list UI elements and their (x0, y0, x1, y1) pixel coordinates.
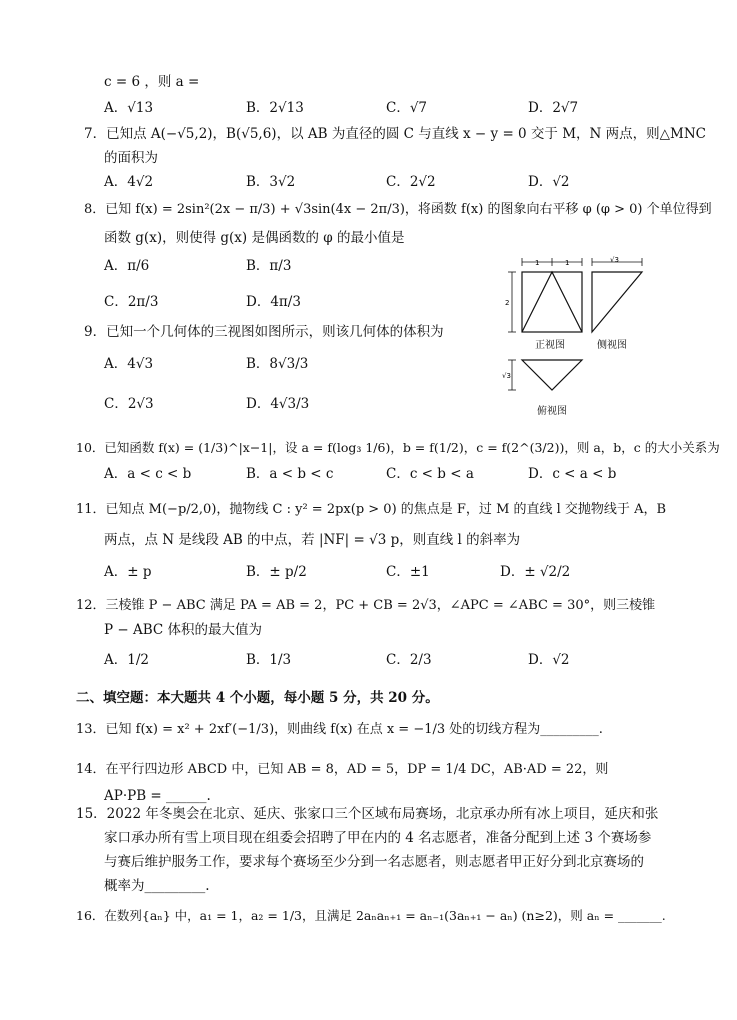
q9-option-c: C．2√3 (104, 396, 154, 412)
q11-option-b: B．± p/2 (246, 564, 307, 580)
q7-option-b: B．3√2 (246, 174, 296, 190)
q6-option-b: B．2√13 (246, 100, 304, 116)
q7-line1: 7．已知点 A(−√5,2)，B(√5,6)，以 AB 为直径的圆 C 与直线 x − y = 0 交于 M，N 两点，则△MNC (84, 126, 707, 142)
q7-line2: 的面积为 (104, 150, 158, 166)
q6-option-a: A．√13 (104, 100, 154, 116)
q14-line2: AP·PB = ______. (104, 788, 211, 804)
q6-option-d: D．2√7 (528, 100, 579, 116)
q12-option-b: B．1/3 (246, 652, 292, 668)
q9-option-b: B．8√3/3 (246, 356, 309, 372)
top-view (522, 360, 582, 390)
q7-option-d: D．√2 (528, 174, 570, 190)
section-2-heading: 二、填空题：本大题共 4 个小题，每小题 5 分，共 20 分。 (76, 690, 439, 706)
dim-h: 2 (505, 299, 510, 307)
caption-top: 俯视图 (537, 406, 567, 417)
q11-line1: 11．已知点 M(−p/2,0)，抛物线 C : y² = 2px(p > 0) 的焦点是 F，过 M 的直线 l 交抛物线于 A，B (76, 502, 667, 517)
q8-option-c: C．2π/3 (104, 294, 159, 310)
q6-option-c: C．√7 (386, 100, 428, 116)
q16-line: 16．在数列{aₙ} 中，a₁ = 1，a₂ = 1/3，且满足 2aₙaₙ₊₁ = aₙ₋₁(3aₙ₊₁ − aₙ) (n≥2)，则 aₙ = _______. (76, 908, 666, 923)
q8-option-b: B．π/3 (246, 258, 292, 274)
q14-line1: 14．在平行四边形 ABCD 中，已知 AB = 8，AD = 5，DP = 1/4 DC，AB·AD = 22，则 (76, 762, 609, 777)
q8-line2: 函数 g(x)，则使得 g(x) 是偶函数的 φ 的最小值是 (104, 230, 405, 246)
caption-front: 正视图 (535, 340, 565, 351)
q8-option-d: D．4π/3 (246, 294, 301, 310)
dim-1b: 1 (565, 259, 570, 267)
q11-option-c: C．±1 (386, 564, 430, 580)
q6-tail-line: c = 6 ，则 a = (104, 74, 200, 90)
q10-option-b: B．a < b < c (246, 466, 334, 482)
front-view (522, 272, 582, 332)
q11-option-d: D．± √2/2 (500, 564, 571, 580)
q9-line1: 9．已知一个几何体的三视图如图所示，则该几何体的体积为 (84, 324, 444, 340)
q7-option-c: C．2√2 (386, 174, 436, 190)
three-view-figure (500, 250, 670, 420)
q11-option-a: A．± p (104, 564, 152, 580)
caption-side: 侧视图 (597, 340, 627, 351)
side-view (592, 272, 642, 332)
q12-line2: P − ABC 体积的最大值为 (104, 622, 263, 638)
dim-side: √3 (610, 256, 619, 264)
q12-option-c: C．2/3 (386, 652, 432, 668)
q12-option-d: D．√2 (528, 652, 570, 668)
q10-option-c: C．c < b < a (386, 466, 474, 482)
q8-option-a: A．π/6 (104, 258, 150, 274)
q12-line1: 12．三棱锥 P − ABC 满足 PA = AB = 2，PC + CB = 2√3，∠APC = ∠ABC = 30°，则三棱锥 (76, 598, 656, 613)
q10-option-a: A．a < c < b (104, 466, 192, 482)
front-view-dimensions (508, 258, 582, 332)
q7-option-a: A．4√2 (104, 174, 154, 190)
q9-option-d: D．4√3/3 (246, 396, 310, 412)
q12-option-a: A．1/2 (104, 652, 149, 668)
dim-top: √3 (502, 372, 511, 380)
q8-line1: 8．已知 f(x) = 2sin²(2x − π/3) + √3sin(4x − 2π/3)，将函数 f(x) 的图象向右平移 φ (φ > 0) 个单位得到 (84, 202, 712, 217)
q15-line2: 家口承办所有雪上项目现在组委会招聘了甲在内的 4 名志愿者，准备分配到上述 3 个赛场参 (104, 830, 652, 846)
q15-line3: 与赛后维护服务工作，要求每个赛场至少分到一名志愿者，则志愿者甲正好分到北京赛场的 (104, 854, 644, 870)
q11-line2: 两点，点 N 是线段 AB 的中点，若 |NF| = √3 p，则直线 l 的斜率为 (104, 532, 521, 548)
dim-1a: 1 (535, 259, 540, 267)
q9-option-a: A．4√3 (104, 356, 154, 372)
q10-option-d: D．c < a < b (528, 466, 617, 482)
q10-line1: 10．已知函数 f(x) = (1/3)^|x−1|，设 a = f(log₃ 1/6)，b = f(1/2)，c = f(2^(3/2))，则 a，b，c 的大小关系为 (76, 440, 720, 455)
q13-line: 13．已知 f(x) = x² + 2xf′(−1/3)，则曲线 f(x) 在点 x = −1/3 处的切线方程为_________. (76, 722, 603, 737)
q15-line1: 15．2022 年冬奥会在北京、延庆、张家口三个区域布局赛场，北京承办所有冰上项目，延庆和张 (76, 806, 659, 822)
q15-line4: 概率为_________. (104, 878, 210, 894)
